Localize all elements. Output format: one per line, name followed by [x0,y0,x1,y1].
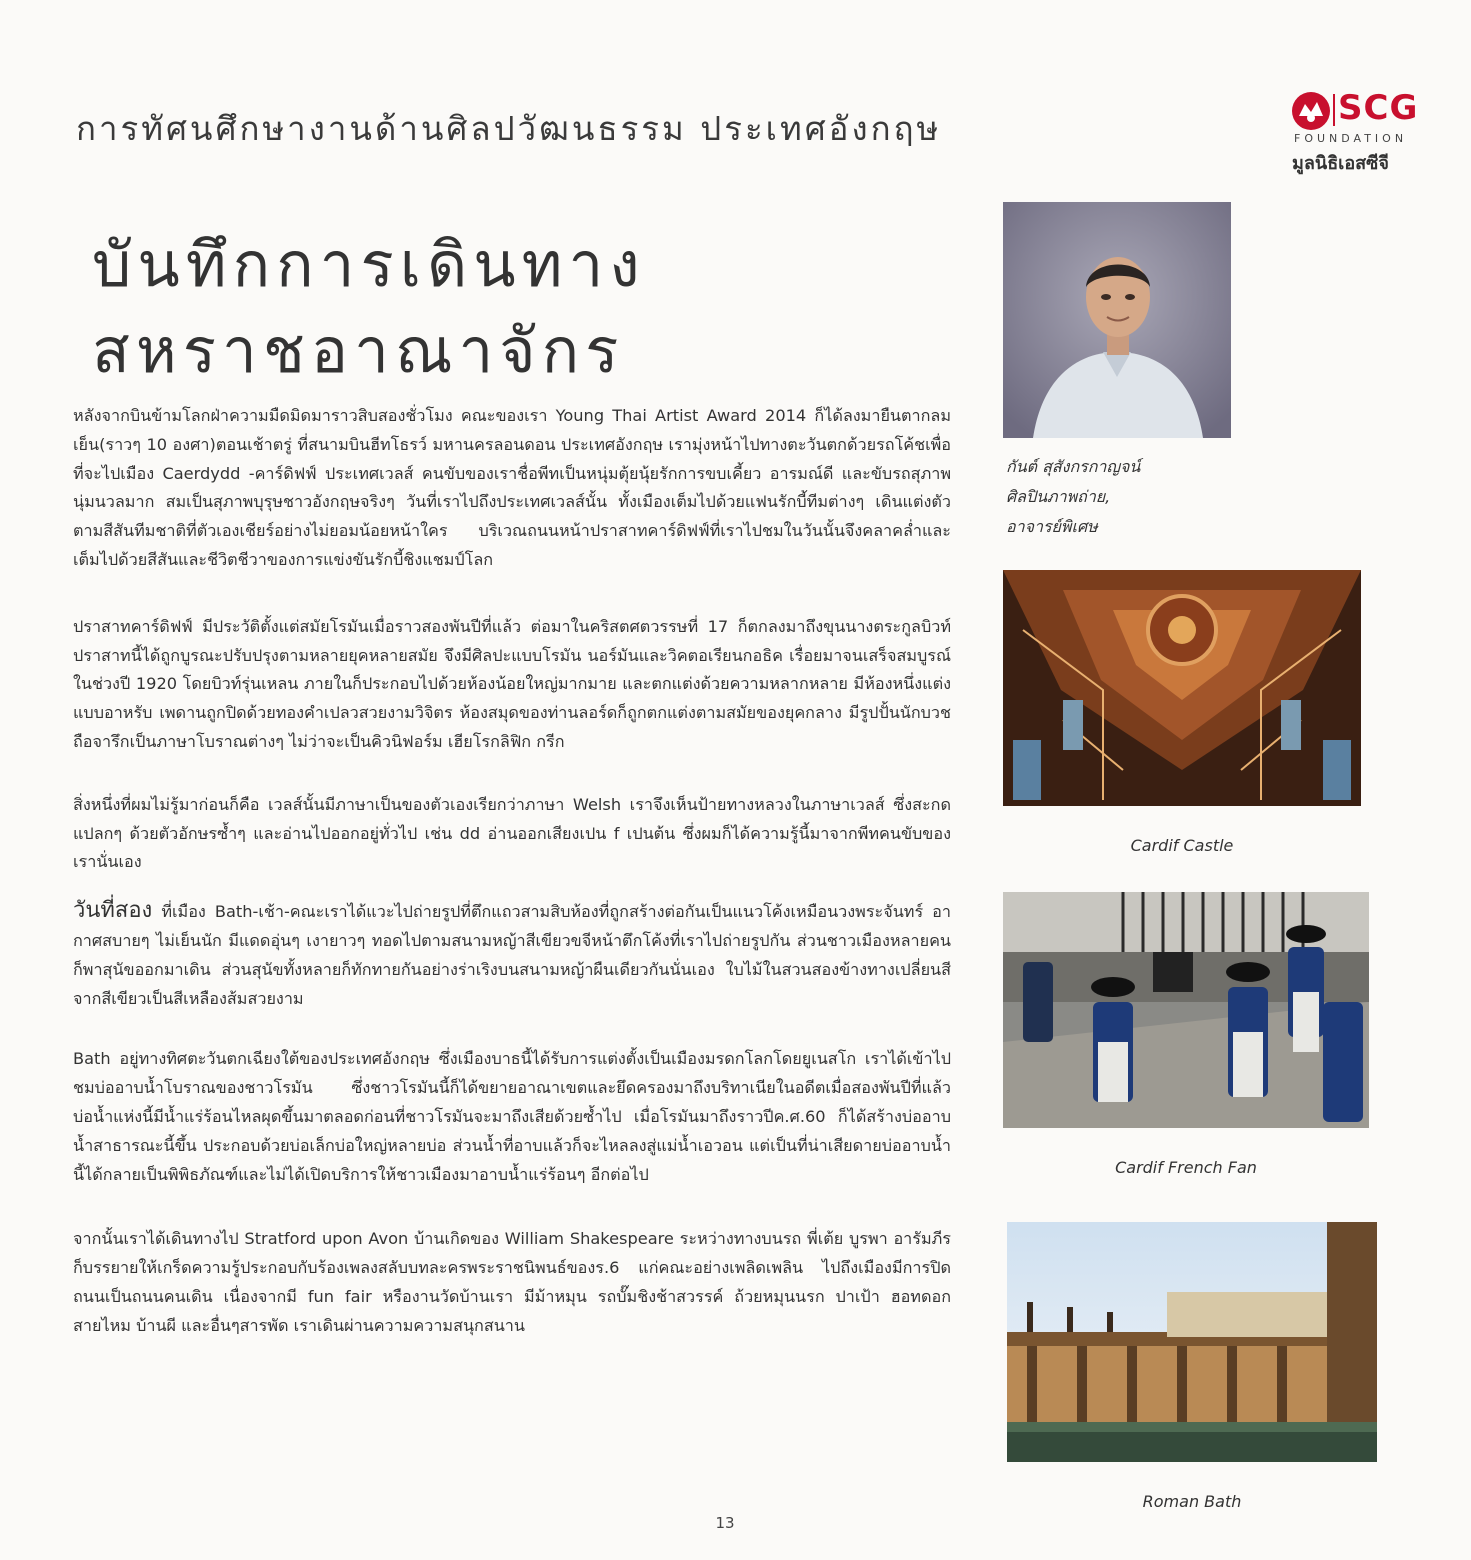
roman-bath-photo [1007,1222,1377,1462]
logo-divider [1333,94,1335,126]
scg-emblem-icon [1290,90,1332,132]
page-number: 13 [715,1514,735,1532]
paragraph-3: สิ่งหนึ่งที่ผมไม่รู้มาก่อนก็คือ เวลส์นั้นมีภาษาเป็นของตัวเองเรียกว่าภาษา Welsh เราจึงเห็นป้ายทางหลวงในภาษาเวลส์ ซึ่งสะกดแปลกๆ ด้วยตัวอักษรซ้ำๆ และอ่านไปออกอยู่ทั่วไป เช่น dd อ่านออกเสียงเปน f เปนต้น ซึ่งผมก็ได้ความรู้นี้มาจากพีทคนขับของเรานั่นเอง [73,794,951,872]
paragraph-5: Bath อยู่ทางทิศตะวันตกเฉียงใต้ของประเทศอังกฤษ ซึ่งเมืองบาธนี้ได้รับการแต่งตั้งเป็นเมืองมรดกโลกโดยยูเนสโก เราได้เข้าไปชมบ่ออาบน้ำโบราณของชาวโรมัน ซึ่งชาวโรมันนี้ก็ได้ขยายอาณาเขตและยึดครองมาถึงบริทาเนียในอดีตเมื่อสองพันปีที่แล้ว บ่อน้ำแห่งนี้มีน้ำแร่ร้อนไหลผุดขึ้นมาตลอดก่อนที่ชาวโรมันจะมาถึงเสียด้วยซ้ำไป เมื่อโรมันมาถึงราวปีค.ศ.60 ก็ได้สร้างบ่ออาบน้ำสาธารณะนี้ขึ้น ประกอบด้วยบ่อเล็กบ่อใหญ่หลายบ่อ ส่วนน้ำที่อาบแล้วก็จะไหลลงสู่แม่น้ำเอวอน แต่เป็นที่น่าเสียดายบ่ออาบน้ำนี้ได้กลายเป็นพิพิธภัณฑ์และไม่ได้เปิดบริการให้ชาวเมืองมาอาบน้ำแร่ร้อนๆ อีกต่อไป [73,1049,951,1184]
article-title-line1: บันทึกการเดินทาง [92,228,646,301]
paragraph-4-text: ที่เมือง Bath-เช้า-คณะเราได้แวะไปถ่ายรูปที่ตึกแถวสามสิบห้องที่ถูกสร้างต่อกันเป็นแนวโค้งเหมือนวงพระจันทร์ อากาศสบายๆ ไม่เย็นนัก มีแดดอุ่นๆ เงายาวๆ ทอดไปตามสนามหญ้าสีเขียวขจีหน้าตึกโค้งที่เราไปถ่ายรูปกัน ส่วนชาวเมืองหลายคนก็พาสุนัขออกมาเดิน ส่วนสุนัขทั้งหลายก็ทักทายกันอย่างร่าเริงบนสนามหญ้าผืนเดียวกันนั่นเอง ใบไม้ในสวนสองข้างทางเปลี่ยนสีจากสีเขียวเป็นสีเหลืองส้มสวยงาม [73,902,951,1008]
scg-foundation-logo [1290,88,1420,178]
portrait-caption [1006,452,1140,542]
portrait-role: ศิลปินภาพถ่าย, [1006,487,1111,506]
portrait-title: อาจารย์พิเศษ [1006,517,1098,536]
portrait-name: กันต์ สุสังกรกาญจน์ [1006,457,1141,476]
french-fan-caption: Cardif French Fan [1115,1158,1257,1177]
roman-bath-caption: Roman Bath [1142,1492,1242,1511]
paragraph-2: ปราสาทคาร์ดิฟฟ์ มีประวัติตั้งแต่สมัยโรมันเมื่อราวสองพันปีที่แล้ว ต่อมาในคริสตศตวรรษที่ 17 ก็ตกลงมาถึงขุนนางตระกูลบิวท์ ปราสาทนี้ได้ถูกบูรณะปรับปรุงตามหลายยุคหลายสมัย จึงมีศิลปะแบบโรมัน นอร์มันและวิคตอเรียนกอธิค เรื่อยมาจนเสร็จสมบูรณ์ในช่วงปี 1920 โดยบิวท์รุ่นเหลน ภายในก็ประกอบไปด้วยห้องน้อยใหญ่มากมาย และตกแต่งด้วยความหลากหลาย มีห้องหนึ่งแต่งแบบอาหรับ เพดานถูกปิดด้วยทองคำเปลวสวยงามวิจิตร ห้องสมุดของท่านลอร์ดก็ถูกตกแต่งตามสมัยของยุคกลาง มีรูปปั้นนักบวชถือจารึกเป็นภาษาโบราณต่างๆ ไม่ว่าจะเป็นคิวนิฟอร์ม เฮียโรกลิฟิก กรีก [73,616,951,751]
castle-ceiling-photo [1003,570,1361,806]
french-fan-photo [1003,892,1369,1128]
article-body [73,402,951,1367]
paragraph-4-lead: วันที่สอง [73,898,153,924]
logo-thai: มูลนิธิเอสซีจี [1292,153,1389,174]
paragraph-6: จากนั้นเราได้เดินทางไป Stratford upon Avon บ้านเกิดของ William Shakespeare ระหว่างทางบนรถ พี่เต้ย บูรพา อารัมภีร ก็บรรยายให้เกร็ดความรู้ประกอบกับร้องเพลงสลับบทละครพระราชนิพนธ์ของร.6 แก่คณะอย่างเพลิดเพลิน ไปถึงเมืองมีการปิดถนนเป็นถนนคนเดิน เนื่องจากมี fun fair หรืองานวัดบ้านเรา มีม้าหมุน รถบั๊มชิงช้าสวรรค์ ถ้วยหมุนนรก ปาเป้า ฮอทดอก สายไหม บ้านผี และอื่นๆสารพัด เราเดินผ่านความความสนุกสนาน [73,1229,951,1335]
castle-caption: Cardif Castle [1130,836,1234,855]
article-title-line2: สหราชอาณาจักร [92,314,625,387]
article-title [92,222,646,394]
section-title: การทัศนศึกษางานด้านศิลปวัฒนธรรม ประเทศอังกฤษ [76,109,942,148]
logo-sub: FOUNDATION [1294,132,1408,145]
logo-brand: SCG [1338,88,1419,128]
portrait-photo [1003,202,1231,438]
paragraph-1: หลังจากบินข้ามโลกฝ่าความมืดมิดมาราวสิบสองชั่วโมง คณะของเรา Young Thai Artist Award 2014 ก็ได้ลงมายืนตากลมเย็น(ราวๆ 10 องศา)ตอนเช้าตรู่ ที่สนามบินฮีทโธรว์ มหานครลอนดอน ประเทศอังกฤษ เรามุ่งหน้าไปทางตะวันตกด้วยรถโค้ชเพื่อที่จะไปเมือง Caerdydd -คาร์ดิฟฟ์ ประเทศเวลส์ คนขับของเราชื่อพีทเป็นหนุ่มตุ้ยนุ้ยรักการขบเคี้ยว อารมณ์ดี และขับรถสุภาพนุ่มนวลมาก สมเป็นสุภาพบุรุษชาวอังกฤษจริงๆ วันที่เราไปถึงประเทศเวลส์นั้น ทั้งเมืองเต็มไปด้วยแฟนรักบี้ทีมต่างๆ เดินแต่งตัวตามสีสันทีมชาติที่ตัวเองเชียร์อย่างไม่ยอมน้อยหน้าใคร บริเวณถนนหน้าปราสาทคาร์ดิฟฟ์ที่เราไปชมในวันนั้นจึงคลาคล่ำและเต็มไปด้วยสีสันและชีวิตชีวาของการแข่งขันรักบี้ชิงแชมป์โลก [73,406,951,569]
paragraph-4 [73,897,951,1013]
